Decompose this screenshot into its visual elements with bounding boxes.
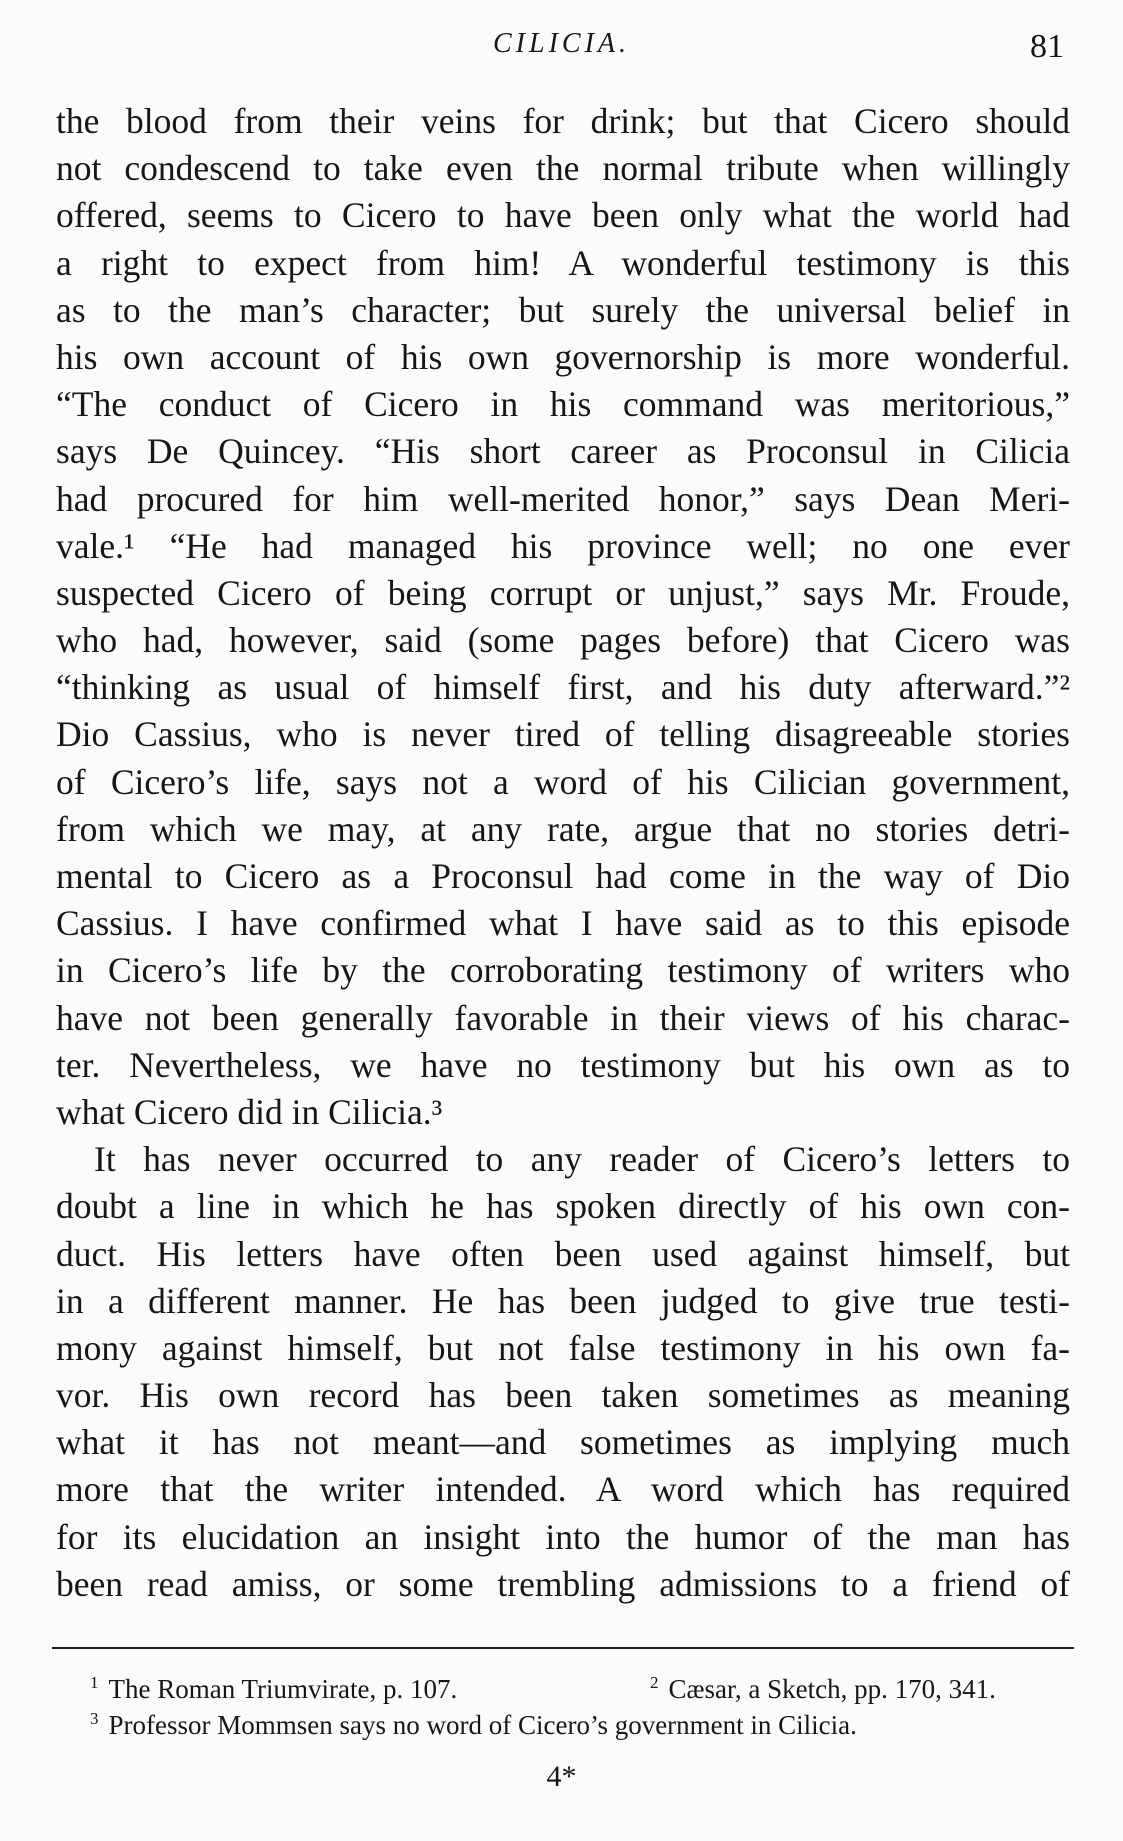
text-line: the blood from their veins for drink; but that Cicero should <box>56 101 1070 141</box>
paragraph-start-line: It has never occurred to any reader of Cicero’s letters to <box>94 1139 1070 1180</box>
page-number: 81 <box>1030 28 1064 65</box>
text-line: have not been generally favorable in their views of his charac- <box>56 997 1070 1038</box>
paragraph-end-line: what Cicero did in Cilicia.³ <box>56 1091 443 1132</box>
text-line: what it has not meant—and sometimes as implying much <box>56 1422 1070 1463</box>
text-line: doubt a line in which he has spoken directly of his own con- <box>56 1186 1070 1227</box>
text-line: had procured for him well-merited honor,” says Dean Meri- <box>56 478 1070 519</box>
text-line: in a different manner. He has been judged to give true testi- <box>56 1280 1070 1321</box>
text-line: from which we may, at any rate, argue that no stories detri- <box>56 808 1070 849</box>
footnote-3-text: Professor Mommsen says no word of Cicero’s government in Cilicia. <box>108 1710 857 1740</box>
text-line: been read amiss, or some trembling admissions to a friend of <box>56 1563 1070 1604</box>
text-line: “The conduct of Cicero in his command was meritorious,” <box>56 384 1070 425</box>
footnote-row <box>90 1665 1070 1704</box>
text-line: offered, seems to Cicero to have been only what the world had <box>56 195 1070 236</box>
text-line: more that the writer intended. A word which has required <box>56 1469 1070 1510</box>
text-line: who had, however, said (some pages before) that Cicero was <box>56 620 1070 661</box>
text-line: vor. His own record has been taken sometimes as meaning <box>56 1375 1070 1416</box>
text-line: suspected Cicero of being corrupt or unjust,” says Mr. Froude, <box>56 572 1070 613</box>
text-line: duct. His letters have often been used against himself, but <box>56 1233 1070 1274</box>
footnotes <box>90 1665 1070 1740</box>
footnote-2-text: Cæsar, a Sketch, pp. 170, 341. <box>668 1674 996 1704</box>
text-line: not condescend to take even the normal tribute when willingly <box>56 148 1070 189</box>
text-line: says De Quincey. “His short career as Proconsul in Cilicia <box>56 431 1070 472</box>
footnote-2-mark: 2 <box>650 1673 659 1692</box>
running-head <box>0 28 1123 68</box>
text-line: in Cicero’s life by the corroborating testimony of writers who <box>56 950 1070 991</box>
body-text <box>56 98 1070 1608</box>
text-line: as to the man’s character; but surely the universal belief in <box>56 289 1070 330</box>
footnote-1 <box>90 1674 457 1704</box>
text-line: Cassius. I have confirmed what I have said as to this episode <box>56 903 1070 944</box>
text-line: of Cicero’s life, says not a word of his Cilician government, <box>56 761 1070 802</box>
text-line: a right to expect from him! A wonderful testimony is this <box>56 242 1070 283</box>
text-line: mental to Cicero as a Proconsul had come in the way of Dio <box>56 856 1070 896</box>
footnote-row <box>90 1701 1070 1740</box>
footnote-3 <box>90 1710 857 1740</box>
text-line: mony against himself, but not false testimony in his own fa- <box>56 1327 1070 1368</box>
running-title: CILICIA. <box>493 28 630 59</box>
text-line: “thinking as usual of himself first, and his duty afterward.”² <box>56 667 1070 708</box>
footnote-divider <box>52 1647 1074 1649</box>
text-line: ter. Nevertheless, we have no testimony but his own as to <box>56 1044 1070 1085</box>
footnote-3-mark: 3 <box>90 1709 99 1728</box>
footnote-1-mark: 1 <box>90 1673 99 1692</box>
footnote-1-text: The Roman Triumvirate, p. 107. <box>108 1674 458 1704</box>
text-line: his own account of his own governorship is more wonderful. <box>56 336 1070 377</box>
text-line: for its elucidation an insight into the humor of the man has <box>56 1516 1070 1557</box>
signature-mark: 4* <box>546 1760 577 1793</box>
text-line: vale.¹ “He had managed his province well; no one ever <box>56 525 1070 566</box>
text-line: Dio Cassius, who is never tired of telling disagreeable stories <box>56 714 1070 755</box>
